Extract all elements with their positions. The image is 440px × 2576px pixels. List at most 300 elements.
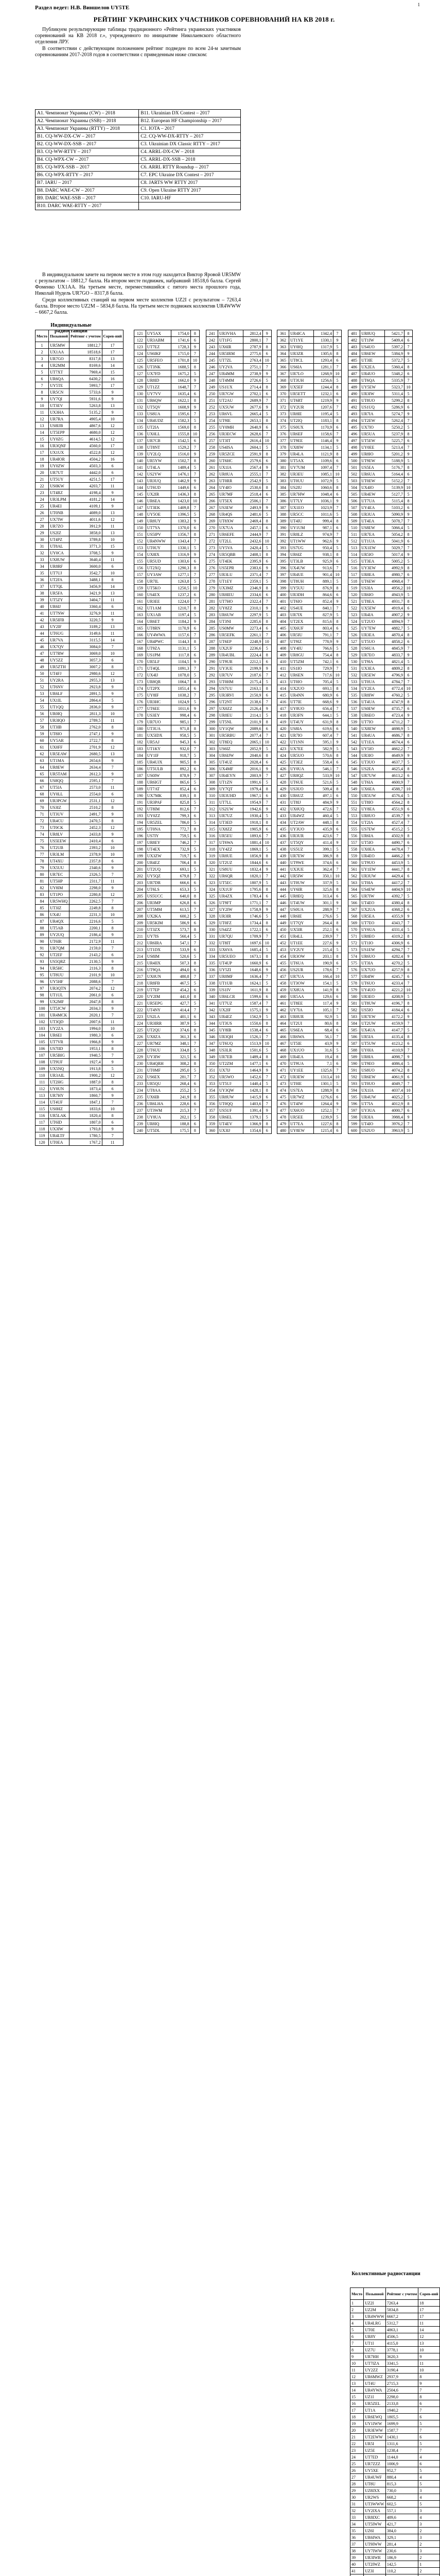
place-cell: 592 [348, 1074, 360, 1080]
table-row [36, 1126, 124, 1132]
count-cell: 5 [404, 1027, 412, 1033]
table-row [36, 978, 124, 985]
count-cell: 7 [102, 1012, 123, 1019]
callsign-cell: US5EEW [49, 838, 69, 844]
callsign-cell: UR3LU [218, 571, 243, 578]
callsign-cell: UX2UO [289, 685, 314, 692]
place-cell: 329 [206, 920, 218, 926]
place-cell: 183 [134, 745, 146, 752]
count-cell: 8 [102, 664, 123, 670]
place-cell: 126 [134, 364, 146, 370]
table-row [348, 712, 413, 719]
rating-cell: 2595,1 [69, 777, 102, 784]
rating-cell: 142,5 [385, 2561, 418, 2568]
count-cell: 10 [102, 570, 123, 577]
rating-cell: 2738,9 [243, 370, 262, 377]
callsign-cell: UT7AT [146, 786, 171, 792]
count-cell: 7 [190, 1074, 199, 1080]
callsign-cell: UT0IE [289, 1080, 314, 1087]
count-cell: 5 [190, 799, 199, 806]
callsign-cell: UT8XW [218, 518, 243, 524]
table-row [277, 350, 342, 357]
rating-cell: 2186,4 [69, 931, 102, 938]
count-cell: 8 [190, 397, 199, 404]
place-cell: 99 [36, 998, 49, 1005]
place-cell: 434 [277, 819, 289, 826]
place-cell: 65 [36, 771, 49, 777]
callsign-cell: UR8FB [146, 980, 171, 987]
count-cell: 8 [404, 900, 412, 906]
count-cell: 7 [262, 431, 271, 437]
rating-cell: 2040,6 [243, 752, 262, 759]
ranking-table-col3 [206, 330, 272, 1134]
count-cell: 7 [404, 417, 412, 424]
callsign-cell: UR4IW [360, 973, 385, 980]
place-cell: 57 [36, 717, 49, 724]
rating-cell: 4203,7 [69, 483, 102, 489]
rating-cell: 5090,9 [385, 511, 404, 518]
count-cell: 8 [333, 384, 341, 391]
place-cell: 479 [277, 1121, 289, 1127]
rating-cell: 215,4 [314, 946, 333, 953]
callsign-cell: US1EW [360, 946, 385, 953]
count-cell: 8 [262, 819, 271, 826]
callsign-cell: UR6LF [49, 690, 69, 697]
count-cell: 5 [190, 578, 199, 585]
table-row [36, 530, 124, 536]
place-cell: 283 [206, 612, 218, 618]
rating-cell: 239,9 [314, 933, 333, 940]
count-cell: 8 [262, 618, 271, 625]
count-cell: 8 [262, 953, 271, 960]
count-cell: 8 [404, 1000, 412, 1007]
callsign-cell: US8UA [146, 411, 171, 417]
rating-cell: 901,4 [314, 571, 333, 578]
rating-cell: 2298,0 [69, 885, 102, 891]
rating-cell: 2836,0 [69, 704, 102, 710]
place-cell: 307 [206, 772, 218, 779]
table-row [348, 612, 413, 618]
count-cell: 8 [262, 920, 271, 926]
count-cell: 7 [190, 806, 199, 812]
table-row [36, 751, 124, 757]
table-row [348, 1114, 413, 1121]
place-cell: 179 [134, 719, 146, 725]
count-cell: 5 [333, 1013, 341, 1020]
table-row [36, 885, 124, 891]
callsign-cell: UT3EZ [289, 759, 314, 766]
rating-cell: 4115,0 [385, 2340, 418, 2347]
count-cell: 5 [404, 1094, 412, 1100]
place-cell: 22 [36, 483, 49, 489]
count-cell: 6 [404, 739, 412, 745]
count-cell: 10 [404, 786, 412, 792]
rating-cell: 414,4 [171, 1007, 190, 1013]
callsign-cell: UY5AX [146, 330, 171, 337]
table-row [206, 1087, 272, 1094]
table-row [134, 1127, 200, 1134]
callsign-cell: UZ3I [364, 2568, 386, 2574]
rating-cell: 4735,7 [385, 705, 404, 712]
count-cell: 6 [190, 766, 199, 772]
callsign-cell: UT2QU [146, 1027, 171, 1033]
table-row [348, 792, 413, 799]
callsign-cell: UR8EA [360, 571, 385, 578]
rating-cell: 4184,4 [385, 1007, 404, 1013]
callsign-cell: UT7EP [146, 987, 171, 993]
callsign-cell: UT7LL [218, 799, 243, 806]
rating-cell: 1754,0 [171, 330, 190, 337]
rating-cell: 586,9 [171, 920, 190, 926]
place-cell: 39 [36, 597, 49, 603]
place-cell: 523 [348, 612, 360, 618]
count-cell: 6 [333, 1127, 341, 1134]
callsign-cell: UX5UU [49, 865, 69, 871]
place-cell: 362 [277, 337, 289, 344]
table-row [36, 617, 124, 623]
rating-cell: 1734,4 [243, 920, 262, 926]
callsign-cell: UZ1I [364, 2394, 386, 2400]
table-row [36, 503, 124, 510]
callsign-cell: UR6QA [49, 376, 69, 382]
count-cell: 10 [333, 1074, 341, 1080]
callsign-cell: UT8U [364, 2481, 386, 2487]
callsign-cell: UR6UZ [289, 792, 314, 799]
count-cell: 6 [404, 839, 412, 846]
rating-cell: 2800,1 [243, 337, 262, 344]
rating-cell: 1109,6 [314, 457, 333, 464]
rating-cell: 4867,6 [69, 422, 102, 429]
table-row [206, 444, 272, 451]
callsign-cell: UY8ZZ [218, 605, 243, 612]
rating-cell: 1239,9 [314, 1114, 333, 1121]
rating-cell: 1709,9 [243, 933, 262, 940]
callsign-cell: UY0IA [360, 1047, 385, 1054]
count-cell: 8 [404, 866, 412, 873]
callsign-cell: UR6EF [289, 431, 314, 437]
place-cell: 2 [36, 349, 49, 355]
rating-cell: 570,6 [314, 752, 333, 759]
place-cell: 63 [36, 757, 49, 764]
table-row [348, 839, 413, 846]
count-cell: 7 [102, 898, 123, 905]
rating-cell: 2280,8 [69, 891, 102, 898]
rating-cell: 252,1 [314, 926, 333, 933]
count-cell: 9 [404, 1013, 412, 1020]
count-cell: 8 [404, 330, 412, 337]
rating-cell: 281,7 [171, 1074, 190, 1080]
rating-cell: 4098,7 [385, 1054, 404, 1060]
rating-cell: 1391,4 [243, 1107, 262, 1114]
place-cell: 600 [348, 1127, 360, 1134]
table-row [134, 752, 200, 759]
count-cell: 6 [262, 1127, 271, 1134]
callsign-cell: UT3LB [289, 558, 314, 565]
callsign-cell: UT2HG [49, 1079, 69, 1086]
callsign-cell: UZ8IXX [364, 2487, 386, 2494]
place-cell: 427 [277, 772, 289, 779]
count-cell: 8 [102, 724, 123, 731]
rating-cell: 2340,6 [69, 865, 102, 871]
rating-cell: 5299,2 [385, 397, 404, 404]
rating-cell: 154,1 [314, 980, 333, 987]
place-cell: 202 [134, 873, 146, 879]
callsign-cell: US4EW [360, 886, 385, 893]
count-cell: 6 [190, 558, 199, 565]
count-cell: 10 [262, 357, 271, 364]
callsign-cell: UX6EA [360, 786, 385, 792]
table-row [348, 705, 413, 712]
table-row [36, 355, 124, 362]
place-cell: 562 [348, 873, 360, 879]
place-cell: 376 [277, 431, 289, 437]
rating-cell: 4037,4 [385, 1087, 404, 1094]
table-row [36, 972, 124, 978]
table-row [348, 879, 413, 886]
rating-cell: 5250,2 [385, 424, 404, 431]
rating-cell: 1991,6 [243, 779, 262, 786]
rating-cell: 3084,0 [69, 643, 102, 650]
callsign-cell: UY5UU [289, 585, 314, 591]
place-cell: 354 [206, 1087, 218, 1094]
callsign-cell: UT8IO [49, 731, 69, 737]
callsign-cell: UX4U [49, 911, 69, 918]
place-cell: 8 [350, 2347, 364, 2353]
count-cell: 6 [404, 638, 412, 645]
callsign-cell: UX0EA [360, 846, 385, 853]
count-cell: 7 [262, 772, 271, 779]
callsign-cell: UT6LS [146, 886, 171, 893]
table-row [277, 859, 342, 866]
count-cell: 8 [404, 967, 412, 973]
count-cell: 7 [333, 464, 341, 471]
table-row [206, 498, 272, 504]
place-cell: 382 [277, 471, 289, 478]
table-row [36, 610, 124, 617]
rating-cell: 1342,4 [314, 330, 333, 337]
count-cell: 17 [102, 443, 123, 449]
header-rating: Рейтинг с учетом [385, 2288, 418, 2300]
rating-cell: 1343,4 [171, 538, 190, 545]
table-row [206, 766, 272, 772]
table-row [348, 940, 413, 946]
callsign-cell: US0HZ [49, 1106, 69, 1112]
table-row [134, 417, 200, 424]
rating-cell: 4772,4 [385, 685, 404, 692]
place-cell: 449 [277, 920, 289, 926]
count-cell: 4 [418, 2494, 439, 2501]
place-cell: 23 [350, 2447, 364, 2454]
table-row [206, 933, 272, 940]
rating-cell: 5237,9 [385, 431, 404, 437]
place-cell: 388 [277, 511, 289, 518]
count-cell: 5 [418, 2481, 439, 2487]
rating-cell: 361,3 [171, 1033, 190, 1040]
rating-cell: 1722,1 [243, 926, 262, 933]
count-cell: 7 [333, 967, 341, 973]
table-row [348, 545, 413, 551]
place-cell: 294 [206, 685, 218, 692]
callsign-cell: UX5EW [360, 605, 385, 612]
place-cell: 178 [134, 712, 146, 719]
rating-cell: 2322,4 [243, 598, 262, 605]
callsign-cell: UR6ET [146, 618, 171, 625]
place-cell: 494 [348, 417, 360, 424]
count-cell: 6 [262, 692, 271, 699]
rating-cell: 1024,9 [171, 699, 190, 705]
count-cell: 10 [404, 384, 412, 391]
place-cell: 250 [206, 391, 218, 397]
callsign-cell: UT1PO [49, 891, 69, 898]
place-cell: 192 [134, 806, 146, 812]
callsign-cell: UY6IR [289, 886, 314, 893]
callsign-cell: UT6QA [360, 377, 385, 384]
callsign-cell: UR7EO [360, 652, 385, 658]
table-row [277, 558, 342, 565]
rating-cell: 1635,4 [171, 391, 190, 397]
callsign-cell: UX1AA [49, 349, 69, 355]
table-row [134, 1067, 200, 1074]
count-cell: 6 [190, 1013, 199, 1020]
table-row [36, 992, 124, 998]
count-cell: 6 [190, 1033, 199, 1040]
table-row [350, 2320, 440, 2327]
rating-cell: 631,9 [314, 719, 333, 725]
place-cell: 115 [36, 1106, 49, 1112]
count-cell: 5 [404, 692, 412, 699]
rating-cell: 1501,6 [243, 1047, 262, 1054]
place-cell: 465 [277, 1027, 289, 1033]
place-cell: 7 [36, 382, 49, 389]
table-row [348, 672, 413, 679]
count-cell: 12 [102, 436, 123, 443]
table-row [206, 705, 272, 712]
rating-cell: 1293,4 [314, 357, 333, 364]
callsign-cell: UY0UN [49, 1086, 69, 1092]
place-cell: 53 [36, 690, 49, 697]
place-cell: 400 [277, 591, 289, 598]
callsign-cell: UR5BIG [49, 1052, 69, 1059]
rating-cell: 4453,9 [385, 859, 404, 866]
rating-cell: 2224,4 [243, 652, 262, 658]
count-cell: 9 [404, 712, 412, 719]
callsign-cell: US4UE [289, 605, 314, 612]
rating-cell: 2726,6 [243, 377, 262, 384]
place-cell: 308 [206, 779, 218, 786]
rating-cell: 1409,8 [171, 504, 190, 511]
place-cell: 207 [134, 906, 146, 913]
table-row [36, 1052, 124, 1059]
table-row [277, 1087, 342, 1094]
rating-cell: 1844,6 [243, 859, 262, 866]
rating-cell: 228,6 [171, 1100, 190, 1107]
rating-cell: 1648,7 [171, 384, 190, 391]
rating-cell: 3620,3 [385, 2353, 418, 2360]
callsign-cell: UT8NT [146, 444, 171, 451]
callsign-cell [364, 2574, 386, 2576]
place-cell: 137 [134, 437, 146, 444]
count-cell: 7 [262, 337, 271, 344]
count-cell: 9 [262, 906, 271, 913]
rating-cell: 1771,1 [243, 900, 262, 906]
place-cell: 177 [134, 705, 146, 712]
count-cell: 8 [262, 853, 271, 859]
rating-cell: 1210,7 [171, 605, 190, 612]
count-cell: 5 [333, 679, 341, 685]
callsign-cell: UT6UO [360, 980, 385, 987]
count-cell: 5 [262, 511, 271, 518]
callsign-cell: US8EW [360, 524, 385, 531]
table-row [348, 1074, 413, 1080]
callsign-cell: UR7HY [49, 1092, 69, 1099]
rating-cell: 938,1 [314, 551, 333, 558]
rating-cell: 4135,4 [385, 1033, 404, 1040]
rating-cell: 1215,4 [314, 1127, 333, 1134]
count-cell: 11 [102, 483, 123, 489]
table-row [348, 451, 413, 457]
callsign-cell: US2UW [218, 806, 243, 812]
count-cell: 8 [190, 859, 199, 866]
callsign-cell: UR4IOR [49, 456, 69, 463]
rating-cell: 4025,2 [385, 1094, 404, 1100]
callsign-cell: UR8QZ [289, 772, 314, 779]
place-cell: 89 [36, 931, 49, 938]
place-cell: 361 [277, 330, 289, 337]
table-row [206, 665, 272, 672]
rating-cell: 2680,5 [69, 751, 102, 757]
rating-cell: 4919,4 [385, 605, 404, 612]
count-cell: 11 [102, 1139, 123, 1146]
table-row [36, 1079, 124, 1086]
place-cell: 214 [134, 953, 146, 960]
rating-cell: 6667,2 [385, 2313, 418, 2320]
rating-cell: 1767,2 [69, 1139, 102, 1146]
callsign-cell: UY8IM [49, 885, 69, 891]
table-row [206, 330, 272, 337]
count-cell: 8 [333, 920, 341, 926]
table-row [36, 1012, 124, 1019]
rating-cell: 1317,9 [314, 344, 333, 350]
table-row [134, 759, 200, 766]
callsign-cell: UT9ZA [146, 645, 171, 652]
count-cell: 6 [102, 791, 123, 798]
callsign-cell: UR4UDZ [146, 417, 171, 424]
callsign-cell: UX8ZA [146, 1033, 171, 1040]
table-row [348, 906, 413, 913]
table-row [277, 377, 342, 384]
place-cell: 35 [36, 570, 49, 577]
place-cell: 256 [206, 431, 218, 437]
rating-cell: 889,1 [314, 578, 333, 585]
rating-cell: 8317,8 [69, 355, 102, 362]
callsign-cell: UR5ZCE [218, 451, 243, 457]
table-row [134, 692, 200, 699]
table-row [36, 925, 124, 931]
rating-cell: 4074,2 [385, 1067, 404, 1074]
rating-cell: 1195,4 [314, 411, 333, 417]
table-row [206, 357, 272, 364]
count-cell: 6 [418, 2461, 439, 2467]
table-row [134, 1040, 200, 1047]
rating-cell: 5152,2 [385, 478, 404, 484]
callsign-cell: UR3RVI [218, 692, 243, 699]
place-cell: 217 [134, 973, 146, 980]
rating-cell: 31,6 [314, 1047, 333, 1054]
callsign-cell: UT9IA [360, 658, 385, 665]
callsign-cell: UR3HC [146, 699, 171, 705]
count-cell: 11 [102, 597, 123, 603]
place-cell: 381 [277, 464, 289, 471]
